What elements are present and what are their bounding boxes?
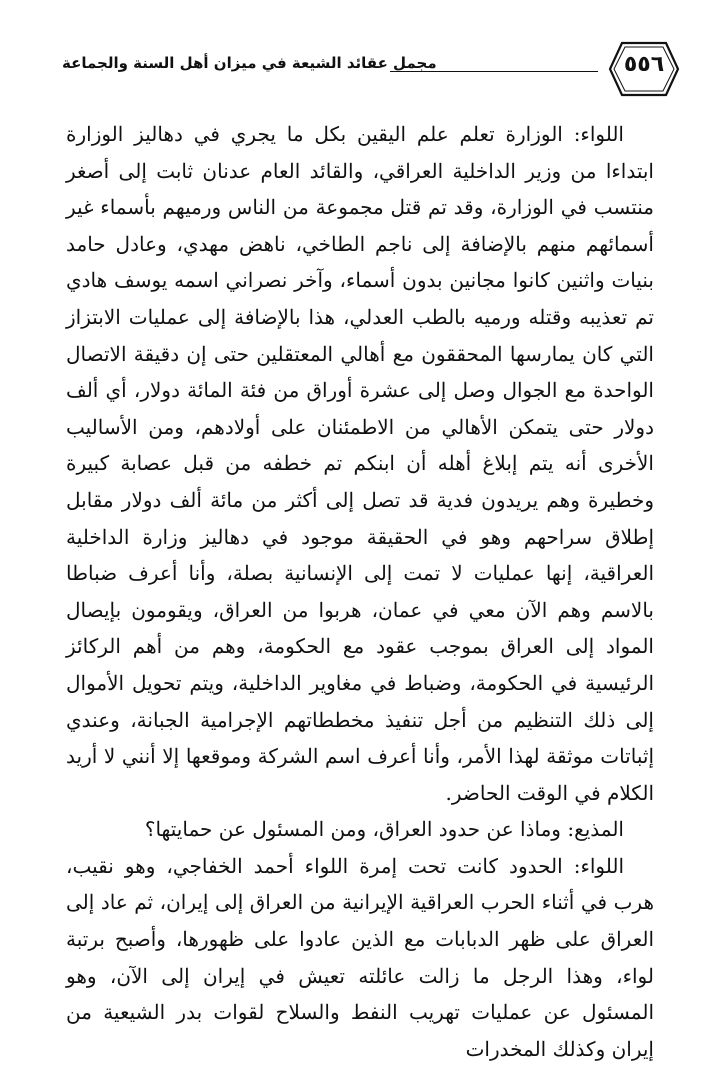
paragraph-text: وماذا عن حدود العراق، ومن المسئول عن حمايتها؟ bbox=[144, 817, 561, 842]
paragraph-presenter bbox=[66, 811, 654, 848]
paragraph-general-1 bbox=[66, 116, 654, 811]
page-number-badge bbox=[608, 40, 680, 98]
paragraph-text: الوزارة تعلم علم اليقين بكل ما يجري في دهاليز الوزارة ابتداءا من وزير الداخلية العراقي، والقائد العام عدنان ثابت إلى أصغر منتسب في الوزارة، وقد تم قتل مجموعة من الناس ورميهم بأسماء غير أسمائهم منهم بالإضافة إلى ناجم الطاخي، ناهض مهدي، وعادل حامد بنيات واثنين كانوا مجانين بدون أسماء، وآخر نصراني اسمه يوسف هادي تم تعذيبه وقتله ورميه بالطب العدلي، هذا بالإضافة إلى عمليات الابتزاز التي كان يمارسها المحققون مع أهالي المعتقلين حتى إن دقيقة الاتصال الواحدة مع الجوال وصل إلى عشرة أوراق من فئة المائة دولار، أي ألف دولار حتى يتمكن الأهالي من الاطمئنان على أولادهم، ومن الأساليب الأخرى أنه يتم إبلاغ أهله أن ابنكم تم خطفه من قبل عصابة كبيرة وخطيرة وهم يريدون فدية قد تصل إلى أكثر من مائة ألف دولار مقابل إطلاق سراحهم وهو في الحقيقة موجود في دهاليز وزارة الداخلية العراقية، إنها عمليات لا تمت إلى الإنسانية بصلة، وأنا أعرف ضباطا بالاسم وهم الآن معي في عمان، هربوا من العراق، ويقومون بإيصال المواد إلى العراق بموجب عقود مع الحكومة، وهم من أهم الركائز الرئيسية في الحكومة، وضباط في مغاوير الداخلية، ويتم تحويل الأموال إلى ذلك التنظيم من أجل تنفيذ مخططاتهم الإجرامية الجبانة، وعندي إثباتات موثقة لهذا الأمر، وأنا أعرف اسم الشركة وموقعها إلا أنني لا أريد الكلام في الوقت الحاضر. bbox=[66, 122, 654, 805]
running-title: مجمل عقائد الشيعة في ميزان أهل السنة والجماعة bbox=[62, 54, 437, 72]
speaker-label: المذيع: bbox=[567, 817, 624, 842]
speaker-label: اللواء: bbox=[573, 853, 625, 878]
paragraph-general-2 bbox=[66, 848, 654, 1067]
page-header bbox=[52, 40, 684, 98]
speaker-label: اللواء: bbox=[573, 122, 624, 146]
body-text bbox=[66, 116, 654, 1067]
page-number: ٥٥٦ bbox=[623, 52, 665, 77]
paragraph-text: الحدود كانت تحت إمرة اللواء أحمد الخفاجي، وهو نقيب، هرب في أثناء الحرب العراقية الإيرانية من العراق إلى إيران، ثم عاد إلى العراق على ظهر الدبابات مع الذين عادوا على ظهورها، وأصبح برتبة لواء، وهذا الرجل ما زالت عائلته تعيش في إيران إلى الآن، وهو المسئول عن عمليات تهريب النفط والسلاح لقوات بدر الشيعية من إيران وكذلك المخدرات bbox=[66, 853, 654, 1061]
